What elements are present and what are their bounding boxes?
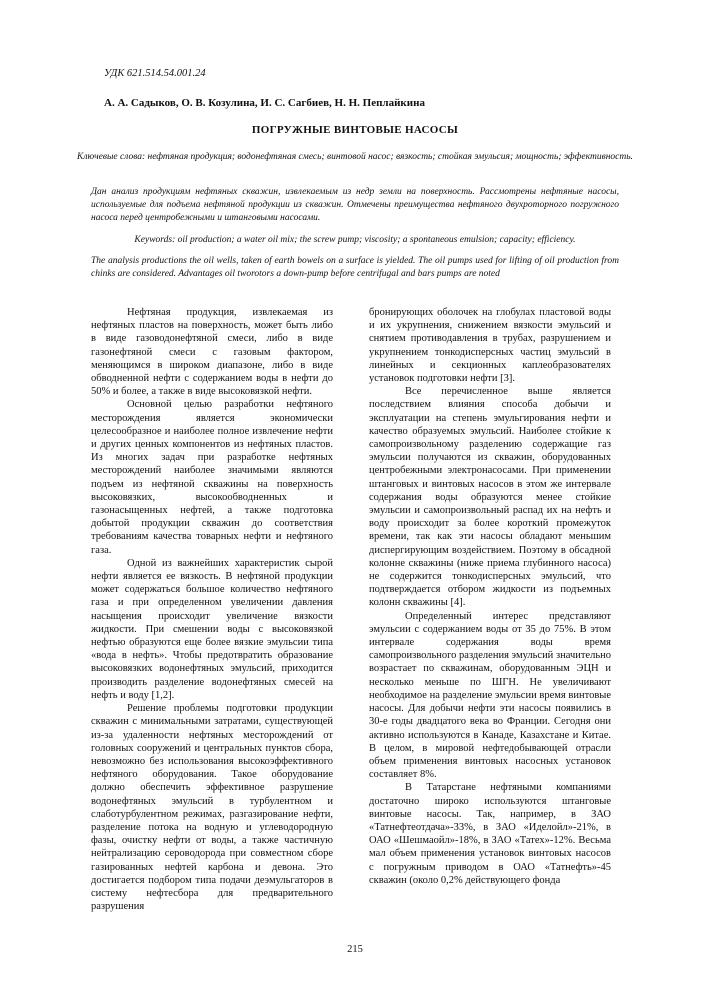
page-number: 215 (347, 944, 363, 955)
paragraph: Все перечисленное выше является последствием влияния способа добычи и эксплуатации на степень эмульгирования нефти и качество образуемых эмульсий. Наиболее стойкие к самопроизвольному разделению содержащие газ эмульсии получаются из скважин, оборудованных центробежными электронасосами. При применении штанговых и винтовых насосов в этом же интервале содержания воды образуются менее стойкие эмульсии и самопроизвольный распад их на нефть и воду происходит за более короткий промежуток времени, так как эти насосы обладают меньшим диспергирующим воздействием. Поэтому в обсадной колонне скважины (ниже приема глубинного насоса) не содержится тонкодисперсных эмульсий, что подтверждается отбором жидкости из подъемных колонн скважины [4]. (369, 386, 611, 609)
paragraph: бронирующих оболочек на глобулах пластовой воды и их укрупнения, снижением вязкости эмульсий и снятием противодавления в трубах, разрушением и укрупнением тонкодисперсных частиц эмульсий в линейных и секционных каплеобразователях установок подготовки нефти [3]. (369, 307, 611, 385)
paragraph: Основной целью разработки нефтяного месторождения является экономически целесообразное и наиболее полное извлечение нефти и других ценных компонентов из нефтяных пластов. Из многих задач при разработке нефтяных месторождений наиболее значимыми являются подъем из нефтяной скважины на поверхность высоковязких, высокообводненных и газонасыщенных нефтей, а также подготовка добытой продукции скважин до соответствия требованиям качества товарных нефти и нефтяного газа. (91, 399, 333, 556)
keywords-ru: Ключевые слова: нефтяная продукция; водонефтяная смесь; винтовой насос; вязкость; стойкая эмульсия; мощность; эффективность. (77, 152, 633, 162)
abstract-en: The analysis productions the oil wells, taken of earth bowels on a surface is yielded. The oil pumps used for lifting of oil production from chinks are considered. Advantages oil tworotors a down-pump before centrifugal and bars pumps are noted (91, 256, 619, 279)
keywords-en: Keywords: oil production; a water oil mix; the screw pump; viscosity; a spontaneous emulsion; capacity; efficiency. (134, 235, 576, 245)
paragraph: Нефтяная продукция, извлекаемая из нефтяных пластов на поверхность, может быть либо в виде газоводонефтяной смеси, либо в виде газонефтяной смеси с газовым фактором, меняющимся в широком диапазоне, либо в виде обводненной нефти с содержанием воды в нефти до 50% и более, а также в виде высоковязкой нефти. (91, 307, 333, 398)
paragraph: Одной из важнейших характеристик сырой нефти является ее вязкость. В нефтяной продукции может содержаться большое количество нефтяного газа и при определенном увеличении давления насыщения происходит увеличение вязкости жидкости. При смешении воды с высоковязкой нефтью образуются еще более вязкие эмульсии типа «вода в нефть». Чтобы предотвратить образование высоковязких водонефтяных эмульсий, приходится производить разделение водонефтяных смесей на нефть и воду [1,2]. (91, 557, 333, 701)
abstract-ru: Дан анализ продукциям нефтяных скважин, извлекаемым из недр земли на поверхность. Рассмотрены нефтяные насосы, используемые для подъема нефтяной продукции из скважин. Отмечены преимущества нефтяного двухроторного погружного насоса перед центробежными и штанговыми насосами. (91, 187, 619, 223)
article-title: ПОГРУЖНЫЕ ВИНТОВЫЕ НАСОСЫ (251, 124, 459, 136)
paragraph: Определенный интерес представляют эмульсии с содержанием воды от 35 до 75%. В этом интервале содержания воды время самопроизвольного разделения эмульсий значительно возрастает по скважинам, оборудованным ЭЦН и несколько меньше по ШГН. Не увеличивают необходимое на разделение эмульсии время винтовые насосы. Для добычи нефти эти насосы появились в 30-е годы двадцатого века во Франции. Сегодня они активно используются в Канаде, Казахстане и Китае. В целом, в мировой нефтедобывающей отрасли объем применения винтовых насосных установок составляет 8%. (369, 610, 611, 781)
right-column (369, 306, 611, 887)
paragraph: В Татарстане нефтяными компаниями достаточно широко используются штанговые винтовые насосы. Так, например, в ЗАО «Татнефтеотдача»-33%, в ЗАО «Иделойл»-21%, в ОАО «Шешмаойл»-18%, в ЗАО «Татех»-12%. Весьма мал объем применения установок винтовых насосов с погружным приводом в ОАО «Татнефть»-45 скважин (около 0,2% действующего фонда (369, 782, 611, 886)
udc-code: УДК 621.514.54.001.24 (104, 68, 206, 79)
paragraph: Решение проблемы подготовки продукции скважин с минимальными затратами, существующей из-за удаленности нефтяных месторождений от головных сооружений и центральных пунктов сбора, невозможно без использования высокоэффективного нефтяного оборудования. Такое оборудование должно обеспечить эффективное разрушение водонефтяных эмульсий в турбулентном и слаботурбулентном режимах, разгазирование нефти, разделение потока на водную и углеводородную фазы, очистку нефти от воды, а также частичную нейтрализацию сероводорода при совместном сборе газированных нефтей карбона и девона. Это достигается подбором типа подачи деэмульгаторов в систему нефтесбора для предварительного разрушения (91, 703, 333, 913)
left-column (91, 306, 333, 913)
authors: А. А. Садыков, О. В. Козулина, И. С. Сагбиев, Н. Н. Пеплайкина (104, 97, 425, 109)
